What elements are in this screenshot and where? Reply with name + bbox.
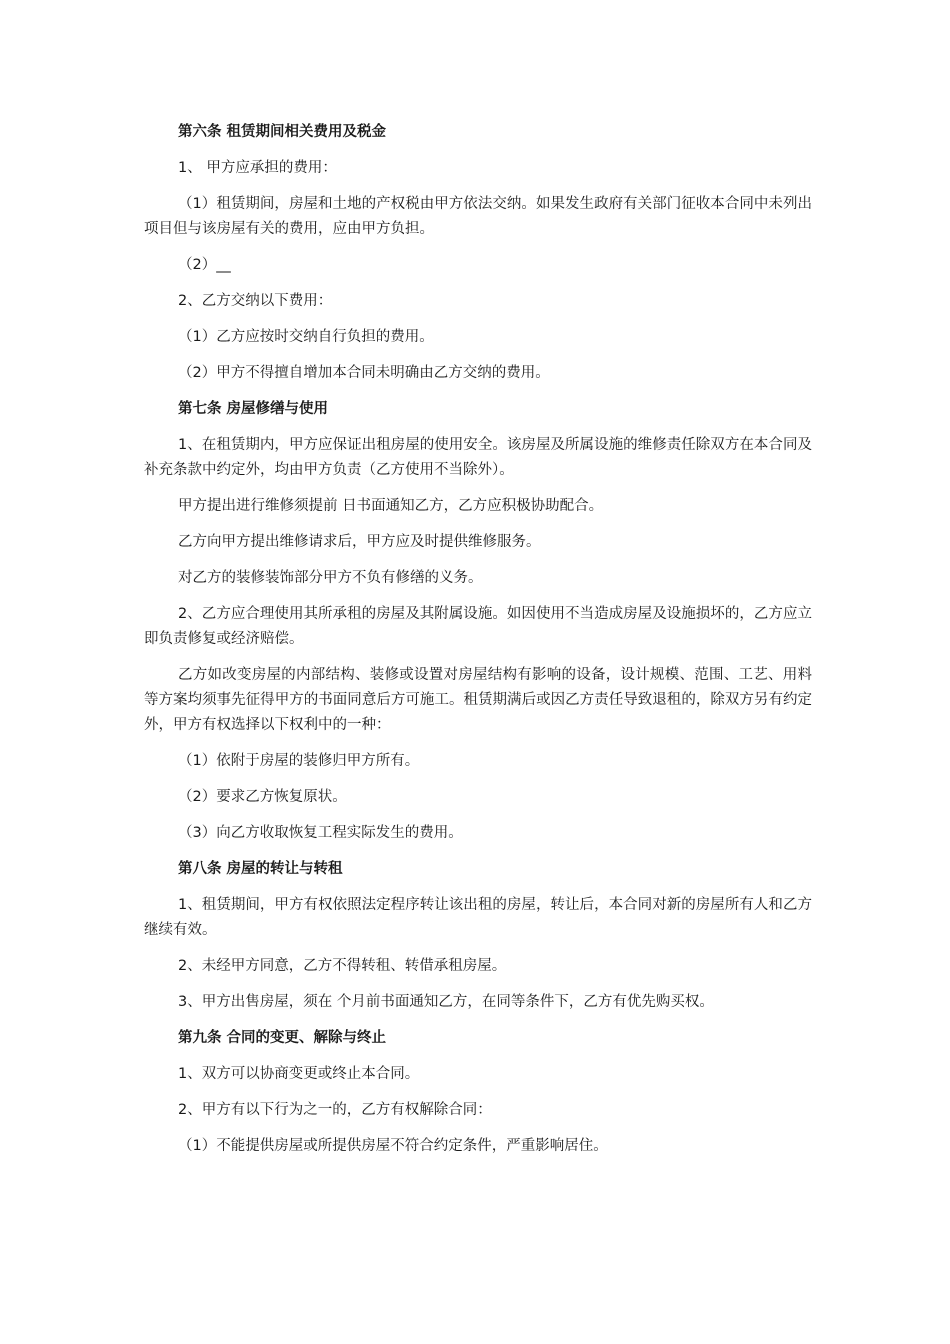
paragraph: 1、双方可以协商变更或终止本合同。: [178, 1066, 420, 1082]
paragraph: 对乙方的装修装饰部分甲方不负有修缮的义务。: [178, 570, 483, 586]
paragraph: （2）要求乙方恢复原状。: [178, 789, 347, 805]
paragraph: （2）甲方不得擅自增加本合同未明确由乙方交纳的费用。: [178, 365, 550, 381]
paragraph: 2、未经甲方同意，乙方不得转租、转借承租房屋。: [178, 958, 507, 974]
paragraph: 3、甲方出售房屋，须在 个月前书面通知乙方，在同等条件下，乙方有优先购买权。: [178, 994, 714, 1010]
section-heading: 第九条 合同的变更、解除与终止: [178, 1030, 387, 1046]
paragraph: （2）__: [178, 257, 231, 273]
section-heading: 第八条 房屋的转让与转租: [178, 861, 343, 877]
paragraph: 乙方如改变房屋的内部结构、装修或设置对房屋结构有影响的设备，设计规模、范围、工艺、用料等方案均须事先征得甲方的书面同意后方可施工。租赁期满后或因乙方责任导致退租的，除双方另有约定外，甲方有权选择以下权利中的一种：: [144, 667, 812, 733]
section-heading: 第六条 租赁期间相关费用及税金: [178, 124, 387, 140]
paragraph: 甲方提出进行维修须提前 日书面通知乙方，乙方应积极协助配合。: [178, 498, 604, 514]
paragraph: 2、乙方应合理使用其所承租的房屋及其附属设施。如因使用不当造成房屋及设施损坏的，乙方应立即负责修复或经济赔偿。: [144, 606, 812, 647]
document-page: [144, 120, 812, 1170]
paragraph: （1）不能提供房屋或所提供房屋不符合约定条件，严重影响居住。: [178, 1138, 608, 1154]
paragraph: （1）乙方应按时交纳自行负担的费用。: [178, 329, 434, 345]
paragraph: 1、租赁期间，甲方有权依照法定程序转让该出租的房屋，转让后，本合同对新的房屋所有人和乙方继续有效。: [144, 897, 812, 938]
paragraph: 2、乙方交纳以下费用：: [178, 293, 333, 309]
paragraph: （1）租赁期间，房屋和土地的产权税由甲方依法交纳。如果发生政府有关部门征收本合同中未列出项目但与该房屋有关的费用，应由甲方负担。: [144, 196, 812, 237]
paragraph: 2、甲方有以下行为之一的，乙方有权解除合同：: [178, 1102, 492, 1118]
paragraph: 乙方向甲方提出维修请求后，甲方应及时提供维修服务。: [178, 534, 541, 550]
paragraph: （1）依附于房屋的装修归甲方所有。: [178, 753, 420, 769]
paragraph: （3）向乙方收取恢复工程实际发生的费用。: [178, 825, 463, 841]
section-heading: 第七条 房屋修缮与使用: [178, 401, 329, 417]
paragraph: 1、 甲方应承担的费用：: [178, 160, 337, 176]
paragraph: 1、在租赁期内，甲方应保证出租房屋的使用安全。该房屋及所属设施的维修责任除双方在本合同及补充条款中约定外，均由甲方负责（乙方使用不当除外）。: [144, 437, 812, 478]
